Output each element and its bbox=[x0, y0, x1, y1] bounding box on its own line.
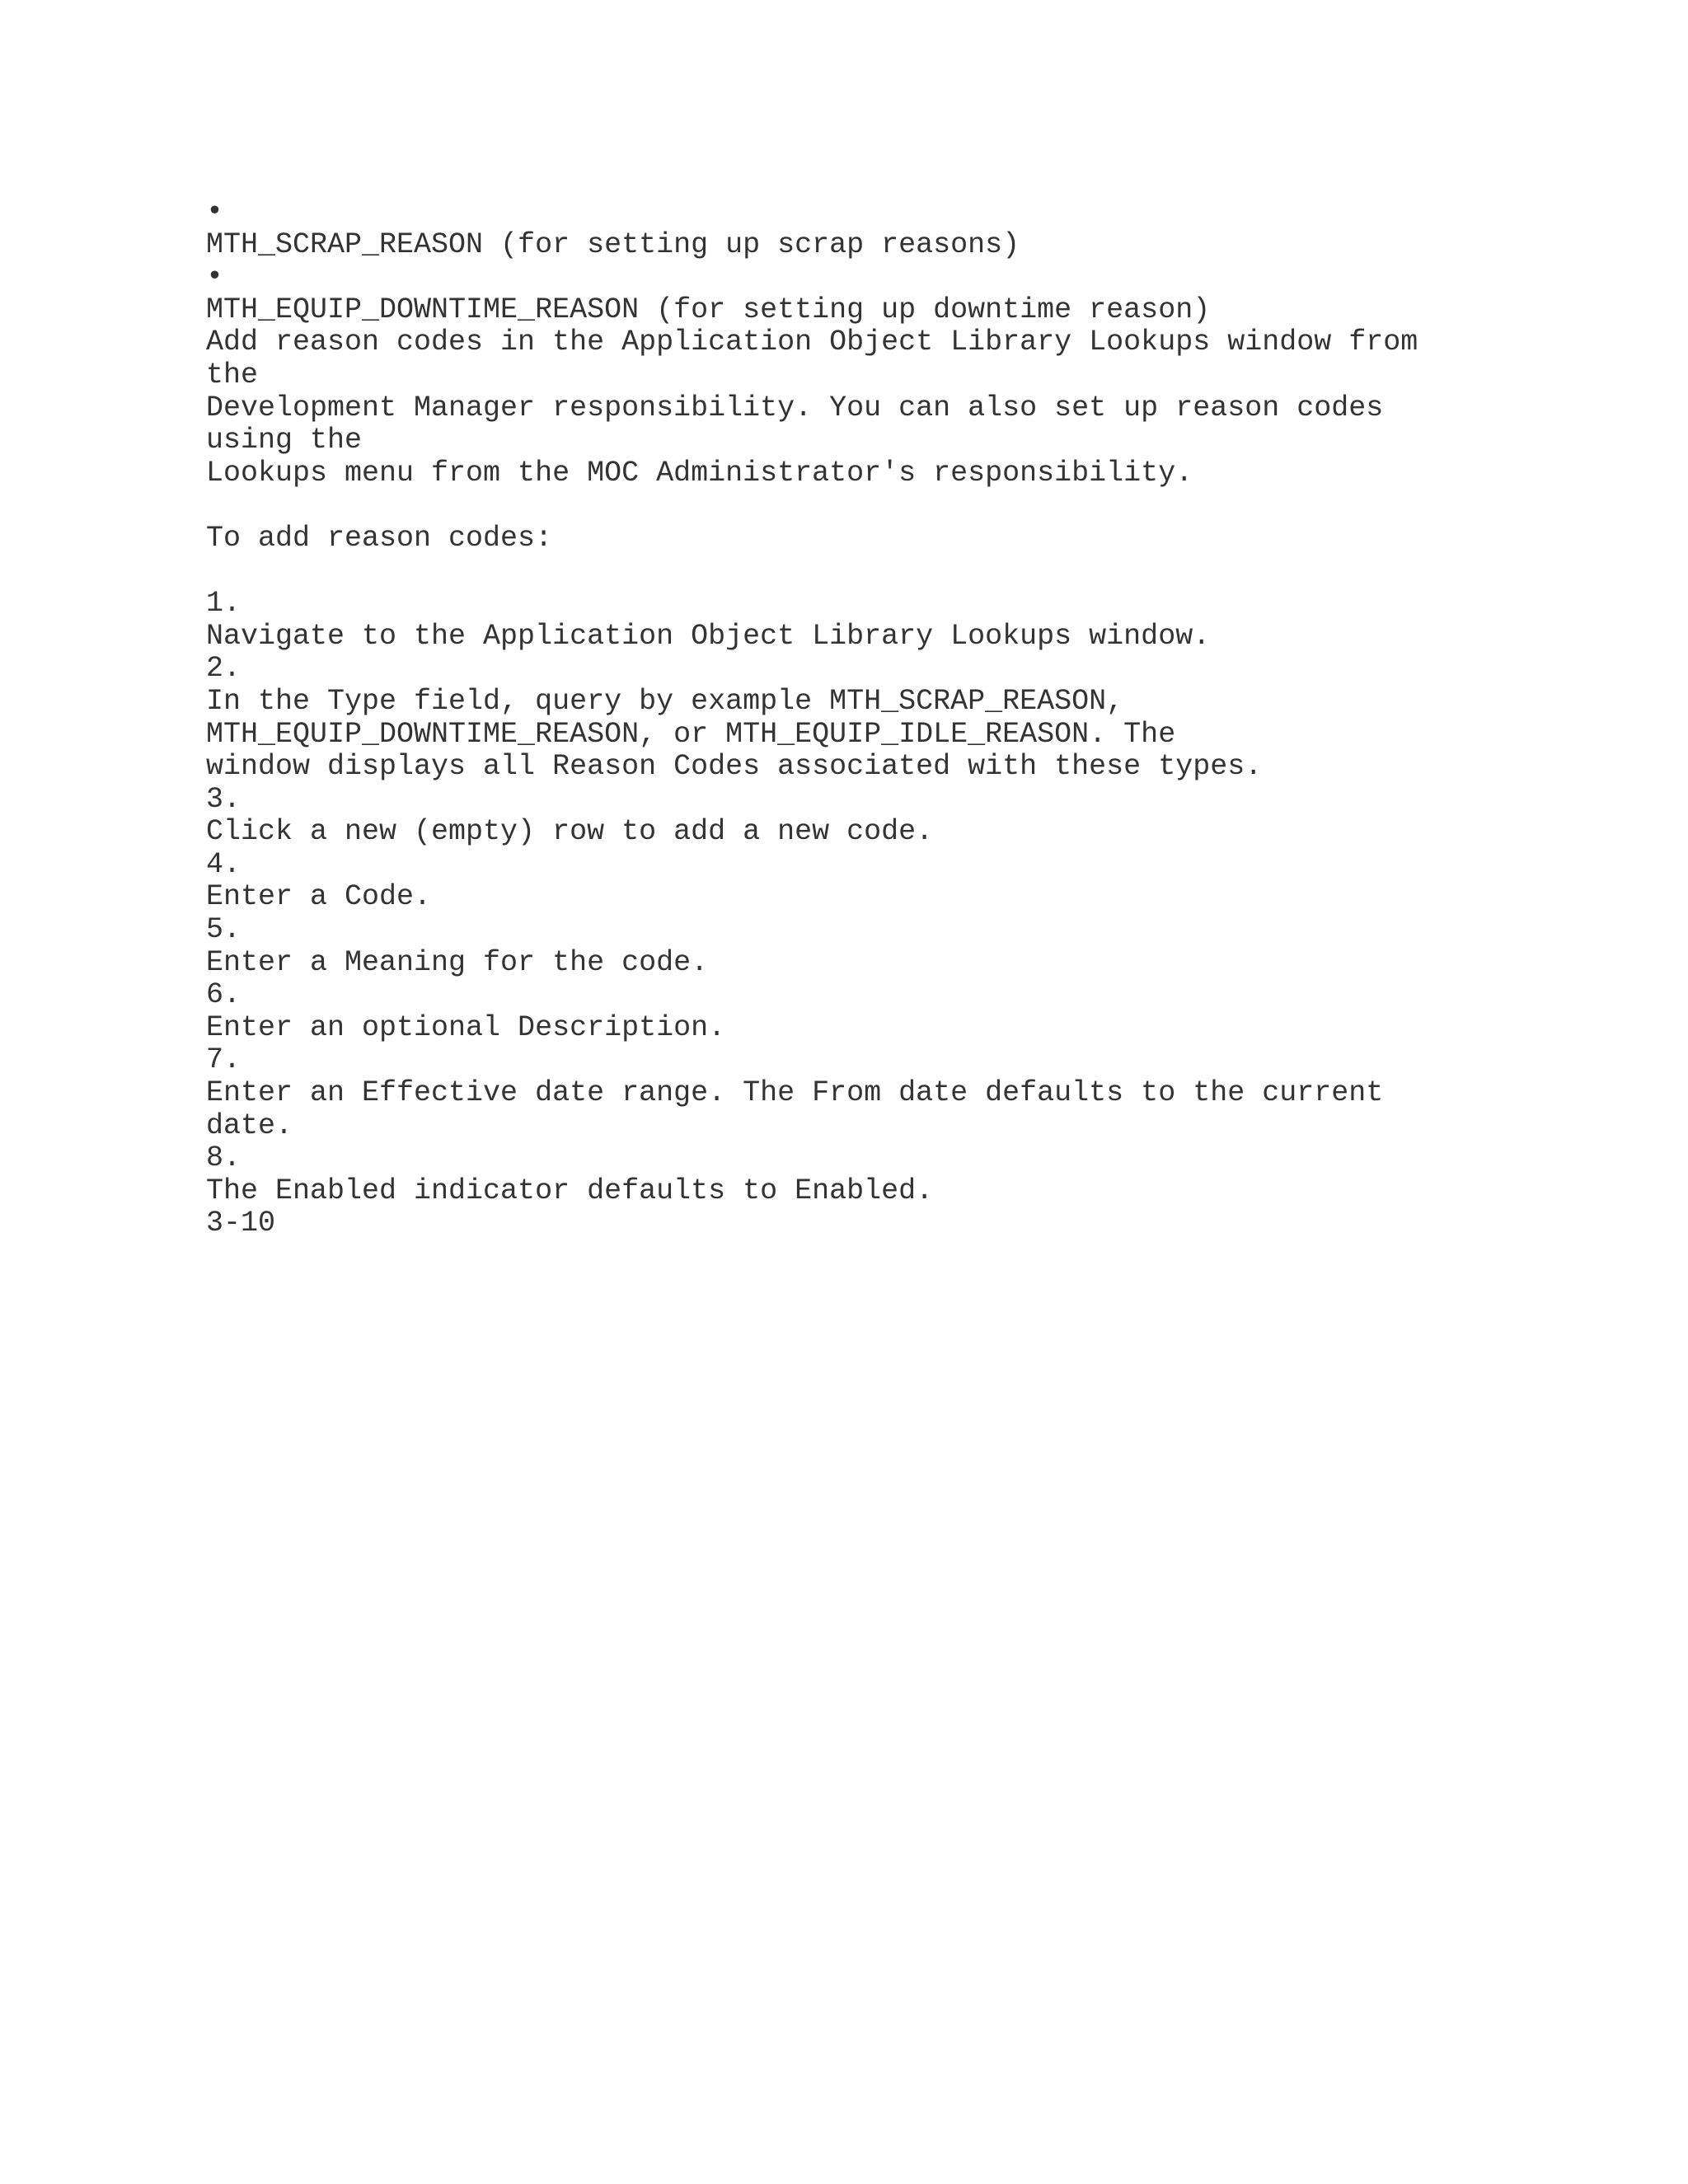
intro-line: using the bbox=[206, 424, 363, 457]
document-body bbox=[206, 196, 1607, 1240]
step-number-6: 6. bbox=[206, 978, 241, 1012]
step-text-6: Enter an optional Description. bbox=[206, 1010, 726, 1044]
step-number-4: 4. bbox=[206, 847, 241, 881]
step-text-7: date. bbox=[206, 1108, 293, 1142]
intro-line: the bbox=[206, 358, 259, 391]
intro-line: Add reason codes in the Application Object Library Lookups window from bbox=[206, 326, 1418, 359]
bullet-marker: • bbox=[206, 195, 224, 228]
step-text-5: Enter a Meaning for the code. bbox=[206, 945, 709, 979]
bullet-item-scrap-reason: MTH_SCRAP_REASON (for setting up scrap reasons) bbox=[206, 227, 1020, 261]
step-text-8: The Enabled indicator defaults to Enabled. bbox=[206, 1174, 934, 1207]
procedure-heading: To add reason codes: bbox=[206, 521, 553, 555]
step-text-3: Click a new (empty) row to add a new code. bbox=[206, 815, 934, 849]
step-text-7: Enter an Effective date range. The From date defaults to the current bbox=[206, 1076, 1384, 1110]
step-number-3: 3. bbox=[206, 782, 241, 816]
step-number-5: 5. bbox=[206, 913, 241, 947]
step-number-8: 8. bbox=[206, 1141, 241, 1175]
step-text-2: window displays all Reason Codes associated with these types. bbox=[206, 750, 1263, 784]
bullet-marker: • bbox=[206, 260, 224, 294]
intro-line: Lookups menu from the MOC Administrator's responsibility. bbox=[206, 456, 1193, 490]
spacer bbox=[206, 555, 1607, 588]
step-number-1: 1. bbox=[206, 587, 241, 621]
step-text-2: MTH_EQUIP_DOWNTIME_REASON, or MTH_EQUIP_IDLE_REASON. The bbox=[206, 717, 1176, 751]
step-number-7: 7. bbox=[206, 1043, 241, 1077]
step-number-2: 2. bbox=[206, 652, 241, 686]
intro-line: Development Manager responsibility. You can also set up reason codes bbox=[206, 391, 1384, 424]
spacer bbox=[206, 490, 1607, 523]
bullet-item-downtime-reason: MTH_EQUIP_DOWNTIME_REASON (for setting up downtime reason) bbox=[206, 293, 1211, 326]
page-number: 3-10 bbox=[206, 1207, 276, 1240]
step-text-1: Navigate to the Application Object Library Lookups window. bbox=[206, 619, 1211, 653]
step-text-2: In the Type field, query by example MTH_SCRAP_REASON, bbox=[206, 684, 1124, 718]
step-text-4: Enter a Code. bbox=[206, 880, 432, 914]
